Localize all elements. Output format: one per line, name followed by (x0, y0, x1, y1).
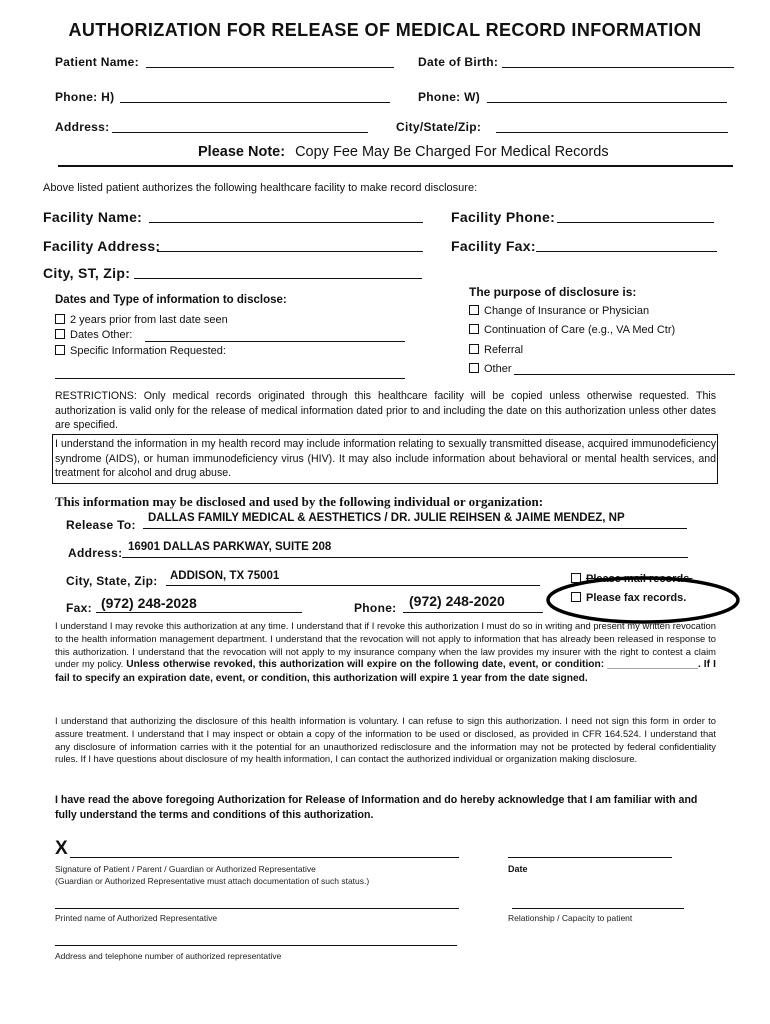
option-label: Please fax records. (586, 592, 687, 604)
release-to-underline (143, 528, 687, 529)
voluntary-text: I understand that authorizing the disclosure of this health information is voluntary. I can refuse to sign this authorization. I need not sign this form in order to assure treatment. I understand that I may inspect or obtain a copy of the information to be used or disclosed, as provided in CFR 164.524. I understand that any disclosure of information carries with it the potential for an unauthorized redisclosure and the information may not be protected by federal confidentiality rules. If I have questions about disclosure of my health information, I can contact the authorized individual or organization making disclosure. (55, 715, 716, 765)
option-label: 2 years prior from last date seen (70, 314, 228, 326)
dates-heading: Dates and Type of information to disclose: (55, 294, 287, 306)
option-label: Specific Information Requested: (70, 345, 226, 357)
dates-option-2years[interactable] (55, 314, 228, 326)
facility-name-label: Facility Name: (43, 209, 143, 225)
checkbox-icon[interactable] (55, 329, 65, 339)
recipient-address-underline (122, 557, 688, 558)
rep-address-label: Address and telephone number of authorized representative (55, 951, 282, 961)
recipient-city-underline (166, 585, 540, 586)
phone-home-label: Phone: H) (55, 90, 115, 104)
recipient-fax-underline (96, 612, 302, 613)
signature-sublabel: (Guardian or Authorized Representative must attach documentation of such status.) (55, 876, 370, 886)
checkbox-icon[interactable] (469, 363, 479, 373)
patient-name-field[interactable] (146, 67, 394, 68)
recipient-fax-label: Fax: (66, 601, 92, 615)
facility-name-field[interactable] (149, 222, 423, 223)
dates-other-field[interactable] (145, 341, 405, 342)
checkbox-icon[interactable] (55, 345, 65, 355)
rep-address-field[interactable] (55, 945, 457, 946)
note-text: Copy Fee May Be Charged For Medical Records (295, 144, 609, 160)
option-label: Other (484, 363, 512, 375)
printed-name-label: Printed name of Authorized Representative (55, 913, 218, 923)
recipient-phone-label: Phone: (354, 601, 397, 615)
revoke-text: I understand I may revoke this authorization at any time. I understand that if I revoke this authorization I must do so in writing and present my written revocation to the health information management department. I understand that the revocation will not apply to information that has already been released in response to this authorization. I understand that the revocation will not apply to my insurance company when the law provides my insurer with the right to contest a claim under my policy. (55, 620, 716, 670)
divider-rule (58, 165, 733, 167)
purpose-other-field[interactable] (514, 374, 735, 375)
acknowledge-text: I have read the above foregoing Authorization for Release of Information and do hereby acknowledge that I am familiar with and fully understand the terms and conditions of this authorization. (55, 794, 698, 821)
recipient-fax-value[interactable]: (972) 248-2028 (101, 595, 197, 611)
option-label: Continuation of Care (e.g., VA Med Ctr) (484, 324, 676, 336)
city-state-zip-label: City/State/Zip: (396, 120, 482, 134)
facility-phone-label: Facility Phone: (451, 209, 556, 225)
recipient-phone-value[interactable]: (972) 248-2020 (409, 593, 505, 609)
date-label: Date (508, 864, 528, 874)
facility-fax-label: Facility Fax: (451, 238, 536, 254)
expiration-default: If I fail to specify an expiration date, event, or condition, this authorization will expire 1 year from the date signed. (55, 659, 717, 685)
city-state-zip-field[interactable] (496, 132, 728, 133)
option-label: Referral (484, 344, 524, 356)
purpose-heading: The purpose of disclosure is: (469, 285, 637, 299)
recipient-phone-underline (403, 612, 543, 613)
signature-label: Signature of Patient / Parent / Guardian or Authorized Representative (55, 864, 316, 874)
phone-work-field[interactable] (487, 102, 727, 103)
facility-fax-field[interactable] (536, 251, 717, 252)
relationship-field[interactable] (512, 908, 684, 909)
checkbox-icon[interactable] (469, 305, 479, 315)
dates-option-other[interactable] (55, 329, 132, 341)
relationship-label: Relationship / Capacity to patient (508, 913, 633, 923)
revoke-paragraph (55, 620, 716, 686)
option-label: Dates Other: (70, 329, 133, 341)
release-to-value[interactable]: DALLAS FAMILY MEDICAL & AESTHETICS / DR. JULIE REIHSEN & JAIME MENDEZ, NP (148, 512, 625, 524)
release-to-label: Release To: (66, 518, 136, 532)
recipient-city-value[interactable]: ADDISON, TX 75001 (170, 570, 280, 582)
purpose-option-change[interactable] (469, 305, 649, 317)
facility-city-label: City, ST, Zip: (43, 265, 131, 281)
printed-name-field[interactable] (55, 908, 459, 909)
checkbox-icon[interactable] (55, 314, 65, 324)
hand-drawn-circle (545, 574, 741, 626)
dates-option-specific[interactable] (55, 345, 226, 357)
recipient-heading: This information may be disclosed and used by the following individual or organization: (55, 494, 544, 509)
facility-address-label: Facility Address: (43, 238, 161, 254)
patient-name-label: Patient Name: (55, 55, 139, 69)
address-field[interactable] (112, 132, 368, 133)
expiration-clause: Unless otherwise revoked, this authorization will expire on the following date, event, or condition: ________________. (126, 659, 701, 671)
phone-home-field[interactable] (120, 102, 390, 103)
purpose-option-continuation[interactable] (469, 324, 675, 336)
purpose-option-referral[interactable] (469, 344, 523, 356)
address-label: Address: (55, 120, 110, 134)
facility-phone-field[interactable] (557, 222, 714, 223)
recipient-address-label: Address: (68, 546, 123, 560)
intro-text: Above listed patient authorizes the following healthcare facility to make record disclosure: (43, 182, 478, 194)
checkbox-icon[interactable] (469, 324, 479, 334)
restrictions-text: RESTRICTIONS: Only medical records originated through this healthcare facility will be copied unless otherwise requested. This authorization is valid only for the release of medical information dated prior to and including the date on this authorization unless other dates are specified. (55, 390, 716, 431)
facility-city-field[interactable] (134, 278, 422, 279)
date-field[interactable] (508, 857, 672, 858)
specific-info-field[interactable] (55, 378, 405, 379)
note-bold: Please Note: (198, 144, 286, 160)
recipient-address-value[interactable]: 16901 DALLAS PARKWAY, SUITE 208 (128, 541, 332, 553)
dob-field[interactable] (502, 67, 734, 68)
option-label: Change of Insurance or Physician (484, 305, 650, 317)
signature-x-mark: X (55, 838, 68, 859)
hiv-notice-text: I understand the information in my health record may include information relating to sexually transmitted disease, acquired immunodeficiency syndrome (AIDS), or human immunodeficiency virus (HIV). It may also include information about behavioral or mental health services, and treatment for alcohol and drug abuse. (55, 438, 716, 479)
copy-fee-note (198, 144, 609, 160)
form-title: AUTHORIZATION FOR RELEASE OF MEDICAL RECORD INFORMATION (68, 20, 702, 40)
facility-address-field[interactable] (157, 251, 423, 252)
phone-work-label: Phone: W) (418, 90, 481, 104)
option-label: Please mail records. (586, 573, 693, 585)
checkbox-icon[interactable] (469, 344, 479, 354)
purpose-option-other[interactable] (469, 363, 512, 375)
dob-label: Date of Birth: (418, 55, 499, 69)
recipient-city-label: City, State, Zip: (66, 574, 158, 588)
signature-field[interactable] (70, 857, 459, 858)
